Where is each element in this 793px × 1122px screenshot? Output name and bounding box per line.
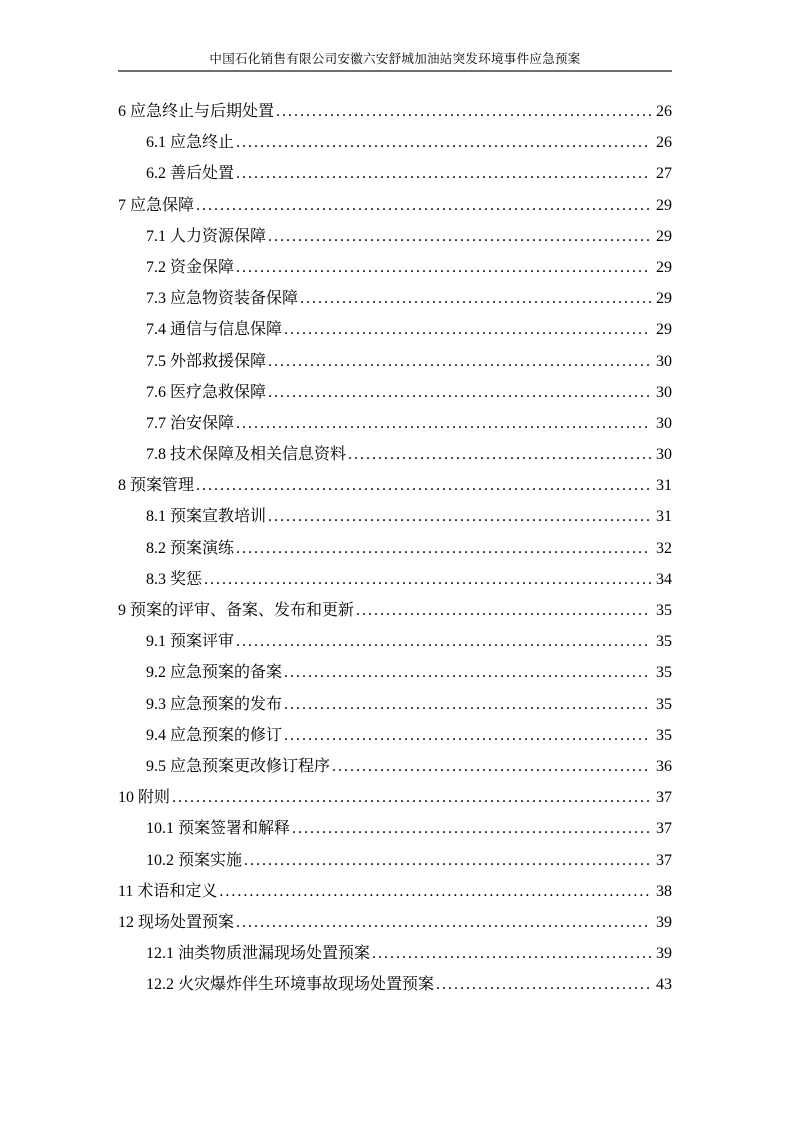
toc-entry-page-number: 35: [656, 726, 672, 744]
toc-entry-label: 10 附则: [118, 789, 171, 807]
toc-leader-dots: [276, 96, 651, 127]
toc-entry-page-number: 30: [656, 383, 672, 401]
toc-leader-dots: [300, 283, 651, 314]
page-header: [118, 52, 672, 72]
toc-leader-dots: [284, 720, 651, 751]
toc-leader-dots: [236, 408, 651, 439]
toc-leader-dots: [332, 751, 651, 782]
toc-leader-dots: [196, 190, 651, 221]
toc-entry: [118, 626, 672, 657]
toc-entry: [118, 813, 672, 844]
toc-entry-page-number: 43: [656, 976, 672, 994]
toc-leader-dots: [268, 346, 651, 377]
toc-entry: [118, 408, 672, 439]
toc-entry-page-number: 30: [656, 446, 672, 464]
toc-entry: [118, 283, 672, 314]
toc-entry-page-number: 30: [656, 414, 672, 432]
toc-entry-label: 6.2 善后处置: [146, 165, 235, 183]
toc-entry-page-number: 37: [656, 820, 672, 838]
toc-leader-dots: [196, 470, 651, 501]
toc-entry: [118, 346, 672, 377]
toc-entry-label: 7.1 人力资源保障: [146, 227, 267, 245]
toc-leader-dots: [172, 782, 651, 813]
toc-entry-label: 8.3 奖惩: [146, 570, 203, 588]
toc-entry-page-number: 27: [656, 165, 672, 183]
toc-leader-dots: [292, 813, 651, 844]
toc-entry: [118, 190, 672, 221]
toc-entry: [118, 876, 672, 907]
toc-entry-label: 11 术语和定义: [118, 882, 218, 900]
toc-leader-dots: [236, 533, 651, 564]
toc-entry-label: 12.1 油类物质泄漏现场处置预案: [146, 945, 371, 963]
toc-entry-page-number: 36: [656, 757, 672, 775]
toc-entry: [118, 158, 672, 189]
toc-entry-label: 9.2 应急预案的备案: [146, 664, 283, 682]
toc-entry: [118, 127, 672, 158]
toc-leader-dots: [268, 377, 651, 408]
toc-entry-page-number: 39: [656, 945, 672, 963]
toc-entry: [118, 782, 672, 813]
toc-entry: [118, 907, 672, 938]
toc-entry-label: 7.5 外部救援保障: [146, 352, 267, 370]
toc-entry: [118, 501, 672, 532]
toc-leader-dots: [284, 689, 651, 720]
toc-entry-page-number: 34: [656, 570, 672, 588]
toc-leader-dots: [236, 907, 651, 938]
toc-leader-dots: [268, 221, 651, 252]
toc-entry-page-number: 39: [656, 913, 672, 931]
toc-leader-dots: [236, 252, 651, 283]
toc-leader-dots: [284, 657, 651, 688]
toc-entry: [118, 751, 672, 782]
toc-entry-label: 6 应急终止与后期处置: [118, 103, 275, 120]
toc-entry-page-number: 30: [656, 352, 672, 370]
toc-entry-label: 9 预案的评审、备案、发布和更新: [118, 602, 355, 619]
toc-entry: [118, 564, 672, 595]
toc-entry-page-number: 26: [656, 103, 672, 120]
toc-entry-label: 9.4 应急预案的修订: [146, 726, 283, 744]
toc-entry-label: 7 应急保障: [118, 196, 195, 214]
toc-entry: [118, 314, 672, 345]
table-of-contents: [118, 96, 672, 1000]
toc-entry-label: 7.4 通信与信息保障: [146, 321, 283, 339]
toc-entry-label: 8.2 预案演练: [146, 539, 235, 557]
toc-entry-label: 8.1 预案宣教培训: [146, 508, 267, 526]
toc-leader-dots: [204, 564, 651, 595]
toc-entry: [118, 96, 672, 127]
toc-entry-label: 7.6 医疗急救保障: [146, 383, 267, 401]
toc-entry-page-number: 31: [656, 477, 672, 495]
toc-entry: [118, 221, 672, 252]
toc-entry-page-number: 32: [656, 539, 672, 557]
toc-entry-label: 7.2 资金保障: [146, 258, 235, 276]
toc-entry: [118, 439, 672, 470]
toc-entry-label: 9.1 预案评审: [146, 633, 235, 651]
toc-entry-page-number: 31: [656, 508, 672, 526]
toc-entry: [118, 689, 672, 720]
toc-leader-dots: [284, 314, 651, 345]
toc-entry: [118, 252, 672, 283]
toc-entry: [118, 657, 672, 688]
toc-entry-label: 12 现场处置预案: [118, 913, 235, 931]
toc-leader-dots: [219, 876, 651, 907]
toc-entry-page-number: 35: [656, 602, 672, 619]
toc-entry-page-number: 26: [656, 134, 672, 152]
document-title: 中国石化销售有限公司安徽六安舒城加油站突发环境事件应急预案: [209, 52, 581, 66]
toc-leader-dots: [244, 845, 651, 876]
toc-entry-page-number: 38: [656, 882, 672, 900]
toc-leader-dots: [236, 127, 651, 158]
toc-leader-dots: [436, 969, 651, 1000]
toc-entry-page-number: 29: [656, 227, 672, 245]
toc-entry: [118, 720, 672, 751]
toc-entry-label: 10.1 预案签署和解释: [146, 820, 291, 838]
toc-entry-label: 9.5 应急预案更改修订程序: [146, 757, 331, 775]
toc-entry-label: 12.2 火灾爆炸伴生环境事故现场处置预案: [146, 976, 435, 994]
toc-entry-label: 7.7 治安保障: [146, 414, 235, 432]
toc-entry: [118, 595, 672, 626]
toc-entry-label: 7.8 技术保障及相关信息资料: [146, 446, 347, 464]
toc-leader-dots: [348, 439, 651, 470]
toc-entry-page-number: 29: [656, 196, 672, 214]
toc-leader-dots: [356, 595, 651, 626]
toc-entry-page-number: 37: [656, 789, 672, 807]
toc-entry-page-number: 35: [656, 695, 672, 713]
toc-entry-page-number: 35: [656, 664, 672, 682]
toc-entry-page-number: 29: [656, 321, 672, 339]
toc-entry-page-number: 29: [656, 290, 672, 308]
toc-entry-label: 8 预案管理: [118, 477, 195, 495]
toc-leader-dots: [236, 158, 651, 189]
toc-leader-dots: [268, 501, 651, 532]
toc-entry: [118, 845, 672, 876]
toc-entry-page-number: 37: [656, 851, 672, 869]
toc-entry: [118, 470, 672, 501]
toc-entry: [118, 969, 672, 1000]
toc-entry: [118, 533, 672, 564]
toc-entry-label: 7.3 应急物资装备保障: [146, 290, 299, 308]
toc-entry-label: 10.2 预案实施: [146, 851, 243, 869]
toc-entry: [118, 938, 672, 969]
toc-leader-dots: [372, 938, 651, 969]
toc-entry-label: 9.3 应急预案的发布: [146, 695, 283, 713]
toc-leader-dots: [236, 626, 651, 657]
toc-entry-page-number: 35: [656, 633, 672, 651]
toc-entry-page-number: 29: [656, 258, 672, 276]
toc-entry: [118, 377, 672, 408]
toc-entry-label: 6.1 应急终止: [146, 134, 235, 152]
